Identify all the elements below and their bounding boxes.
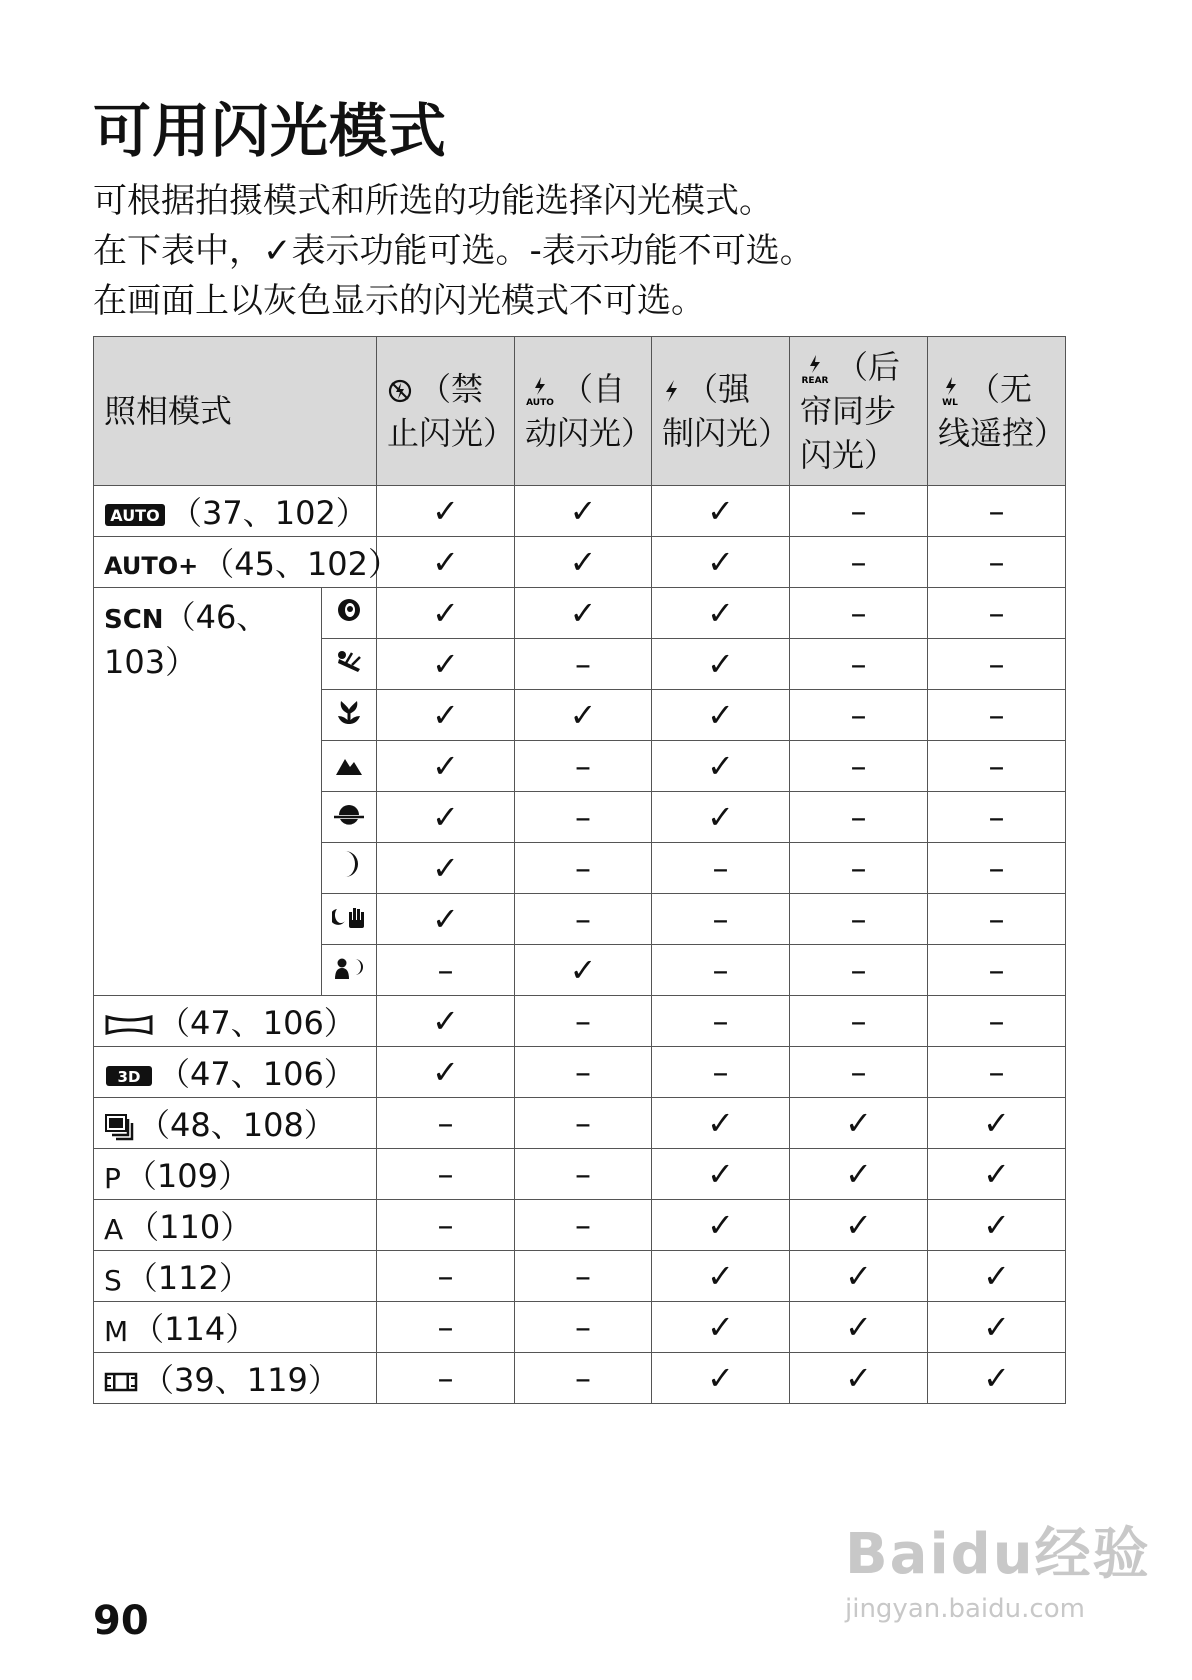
page-title: 可用闪光模式: [93, 97, 448, 165]
intro-line: 在下表中，✓表示功能可选。-表示功能不可选。: [93, 231, 814, 271]
table-cell: –: [790, 894, 928, 945]
scene-sunset-cell: [322, 792, 377, 843]
header-fill-flash: [652, 337, 790, 486]
table-cell: –: [515, 792, 652, 843]
table-cell: –: [515, 1149, 652, 1200]
table-cell: –: [928, 486, 1066, 537]
table-cell: –: [515, 639, 652, 690]
table-cell: –: [515, 894, 652, 945]
table-row: [94, 588, 1066, 639]
table-cell: –: [928, 588, 1066, 639]
mode-cell: [94, 537, 401, 588]
portrait-icon: [335, 596, 363, 624]
table-cell: –: [515, 741, 652, 792]
table-cell: ✓: [652, 1353, 790, 1404]
mode-label: （47、106）: [158, 1004, 356, 1042]
table-cell: –: [928, 996, 1066, 1047]
icon-text: AUTO: [110, 506, 160, 525]
table-cell: –: [790, 690, 928, 741]
table-row: [94, 537, 1066, 588]
table-cell: –: [515, 1302, 652, 1353]
table-cell: ✓: [515, 588, 652, 639]
flash-mode-table: [93, 336, 1066, 1404]
mode-label: （109）: [124, 1157, 250, 1195]
table-cell: –: [928, 639, 1066, 690]
table-cell: –: [790, 486, 928, 537]
table-cell: ✓: [652, 486, 790, 537]
table-cell: ✓: [377, 639, 515, 690]
table-cell: –: [515, 1353, 652, 1404]
table-cell: –: [652, 1047, 790, 1098]
wireless-flash-icon: [938, 375, 962, 407]
table-cell: –: [652, 945, 790, 996]
mode-label: （114）: [132, 1310, 258, 1348]
table-cell: ✓: [790, 1302, 928, 1353]
rear-sync-icon: [800, 353, 830, 385]
table-cell: –: [928, 741, 1066, 792]
mode-label: （47、106）: [158, 1055, 356, 1093]
table-cell: ✓: [377, 741, 515, 792]
scene-portrait-cell: [322, 588, 377, 639]
movie-film-icon: [104, 1369, 138, 1395]
table-cell: –: [790, 639, 928, 690]
scene-night-cell: [322, 843, 377, 894]
intelligent-auto-icon: [104, 502, 166, 528]
flash-off-icon: [387, 378, 413, 404]
table-cell: –: [515, 843, 652, 894]
mode-label: （48、108）: [138, 1106, 336, 1144]
sports-action-icon: [334, 649, 364, 675]
mode-label: （112）: [125, 1259, 251, 1297]
shutter-priority-icon: S: [104, 1263, 122, 1297]
table-cell: –: [928, 792, 1066, 843]
icon-text: 3D: [117, 1068, 141, 1086]
intro-line: 在画面上以灰色显示的闪光模式不可选。: [93, 281, 705, 321]
mode-cell: [94, 486, 377, 537]
table-row: [94, 1302, 1066, 1353]
table-cell: ✓: [515, 486, 652, 537]
table-cell: –: [515, 1251, 652, 1302]
program-auto-icon: P: [104, 1161, 121, 1195]
table-cell: ✓: [652, 1302, 790, 1353]
table-cell: ✓: [652, 1098, 790, 1149]
header-label: （无线遥控）: [938, 370, 1067, 452]
mode-cell: [94, 1251, 377, 1302]
table-cell: ✓: [652, 537, 790, 588]
table-cell: –: [928, 537, 1066, 588]
mode-cell: [94, 1200, 377, 1251]
aperture-priority-icon: A: [104, 1212, 124, 1246]
table-cell: –: [515, 1200, 652, 1251]
scene-landscape-cell: [322, 741, 377, 792]
sunset-icon: [333, 802, 365, 828]
manual-exposure-icon: M: [104, 1314, 129, 1348]
table-cell: –: [377, 1353, 515, 1404]
header-autoflash: [515, 337, 652, 486]
mode-label: （46、103）: [104, 598, 269, 681]
table-cell: –: [790, 741, 928, 792]
table-cell: –: [790, 1047, 928, 1098]
3d-sweep-panorama-icon: [104, 1064, 154, 1088]
table-row: [94, 1353, 1066, 1404]
autoflash-icon: [525, 375, 555, 407]
table-cell: –: [652, 843, 790, 894]
table-cell: ✓: [652, 1149, 790, 1200]
table-cell: ✓: [377, 843, 515, 894]
table-cell: –: [790, 945, 928, 996]
table-cell: –: [790, 537, 928, 588]
mode-cell: [94, 1149, 377, 1200]
table-cell: ✓: [377, 690, 515, 741]
scene-sports-cell: [322, 639, 377, 690]
header-rear-sync: [790, 337, 928, 486]
table-cell: –: [515, 996, 652, 1047]
landscape-mountain-icon: [334, 753, 364, 777]
header-label: （禁止闪光）: [387, 370, 516, 452]
table-cell: ✓: [515, 537, 652, 588]
table-cell: –: [377, 945, 515, 996]
mode-cell: [94, 996, 377, 1047]
table-cell: ✓: [790, 1251, 928, 1302]
table-cell: –: [377, 1251, 515, 1302]
scene-macro-cell: [322, 690, 377, 741]
table-cell: ✓: [652, 792, 790, 843]
table-cell: –: [928, 843, 1066, 894]
handheld-twilight-icon: [332, 904, 366, 930]
mode-cell: [94, 1047, 377, 1098]
table-row: [94, 1098, 1066, 1149]
table-cell: ✓: [515, 945, 652, 996]
table-cell: ✓: [790, 1098, 928, 1149]
mode-cell: [94, 1302, 377, 1353]
table-cell: –: [652, 894, 790, 945]
macro-flower-icon: [335, 698, 363, 726]
table-cell: –: [515, 1047, 652, 1098]
continuous-advance-icon: [104, 1113, 134, 1141]
header-flash-off: [377, 337, 515, 486]
table-header-row: [94, 337, 1066, 486]
table-row: [94, 1200, 1066, 1251]
table-cell: ✓: [928, 1251, 1066, 1302]
table-cell: –: [377, 1149, 515, 1200]
watermark-brand: Baidu经验: [845, 1522, 1151, 1587]
mode-label: （45、102）: [202, 545, 401, 583]
superior-auto-icon: AUTO+: [104, 552, 199, 580]
night-scene-moon-icon: [336, 849, 362, 879]
icon-text: WL: [942, 398, 958, 407]
mode-label: （110）: [127, 1208, 253, 1246]
table-cell: ✓: [377, 537, 515, 588]
header-label: （后帘同步闪光）: [800, 348, 901, 474]
table-cell: ✓: [652, 639, 790, 690]
table-cell: ✓: [790, 1200, 928, 1251]
table-cell: ✓: [377, 792, 515, 843]
header-label: （自动闪光）: [525, 370, 654, 452]
header-label: （强制闪光）: [662, 370, 791, 452]
table-cell: –: [515, 1098, 652, 1149]
table-cell: –: [928, 690, 1066, 741]
watermark-url: jingyan.baidu.com: [845, 1594, 1085, 1624]
table-cell: ✓: [515, 690, 652, 741]
table-cell: ✓: [928, 1302, 1066, 1353]
night-portrait-icon: [333, 955, 365, 981]
table-cell: –: [790, 996, 928, 1047]
table-row: [94, 1251, 1066, 1302]
table-cell: ✓: [928, 1200, 1066, 1251]
table-cell: –: [790, 792, 928, 843]
table-cell: –: [928, 894, 1066, 945]
table-cell: ✓: [377, 1047, 515, 1098]
table-cell: –: [377, 1098, 515, 1149]
icon-text: REAR: [801, 376, 829, 385]
table-cell: ✓: [652, 1200, 790, 1251]
table-cell: ✓: [377, 894, 515, 945]
intro-line: 可根据拍摄模式和所选的功能选择闪光模式。: [93, 181, 773, 221]
table-cell: ✓: [928, 1098, 1066, 1149]
icon-text: AUTO: [526, 398, 554, 407]
table-row: [94, 996, 1066, 1047]
table-cell: –: [377, 1200, 515, 1251]
table-cell: ✓: [652, 690, 790, 741]
sweep-panorama-icon: [104, 1013, 154, 1037]
table-row: [94, 486, 1066, 537]
header-mode: 照相模式: [94, 337, 377, 486]
table-cell: ✓: [652, 1251, 790, 1302]
table-cell: ✓: [928, 1149, 1066, 1200]
mode-label: （37、102）: [170, 494, 368, 532]
mode-cell: [94, 1098, 377, 1149]
header-wireless: [928, 337, 1066, 486]
table-cell: ✓: [377, 486, 515, 537]
scn-icon: SCN: [104, 605, 164, 635]
table-cell: –: [928, 1047, 1066, 1098]
table-cell: ✓: [790, 1149, 928, 1200]
mode-cell: [94, 1353, 377, 1404]
table-cell: ✓: [377, 588, 515, 639]
table-cell: ✓: [790, 1353, 928, 1404]
intro-text: [93, 176, 814, 326]
baidu-watermark: [845, 1510, 1151, 1624]
scn-mode-cell: [94, 588, 322, 996]
table-cell: ✓: [928, 1353, 1066, 1404]
table-cell: ✓: [652, 588, 790, 639]
table-cell: ✓: [652, 741, 790, 792]
page-number: 90: [93, 1598, 149, 1644]
mode-label: （39、119）: [142, 1361, 340, 1399]
table-cell: –: [928, 945, 1066, 996]
table-cell: ✓: [377, 996, 515, 1047]
table-row: [94, 1149, 1066, 1200]
table-row: [94, 1047, 1066, 1098]
table-cell: –: [790, 588, 928, 639]
scene-handheld-twilight-cell: [322, 894, 377, 945]
scene-night-portrait-cell: [322, 945, 377, 996]
fill-flash-icon: [662, 378, 680, 404]
table-cell: –: [652, 996, 790, 1047]
table-cell: –: [790, 843, 928, 894]
table-cell: –: [377, 1302, 515, 1353]
